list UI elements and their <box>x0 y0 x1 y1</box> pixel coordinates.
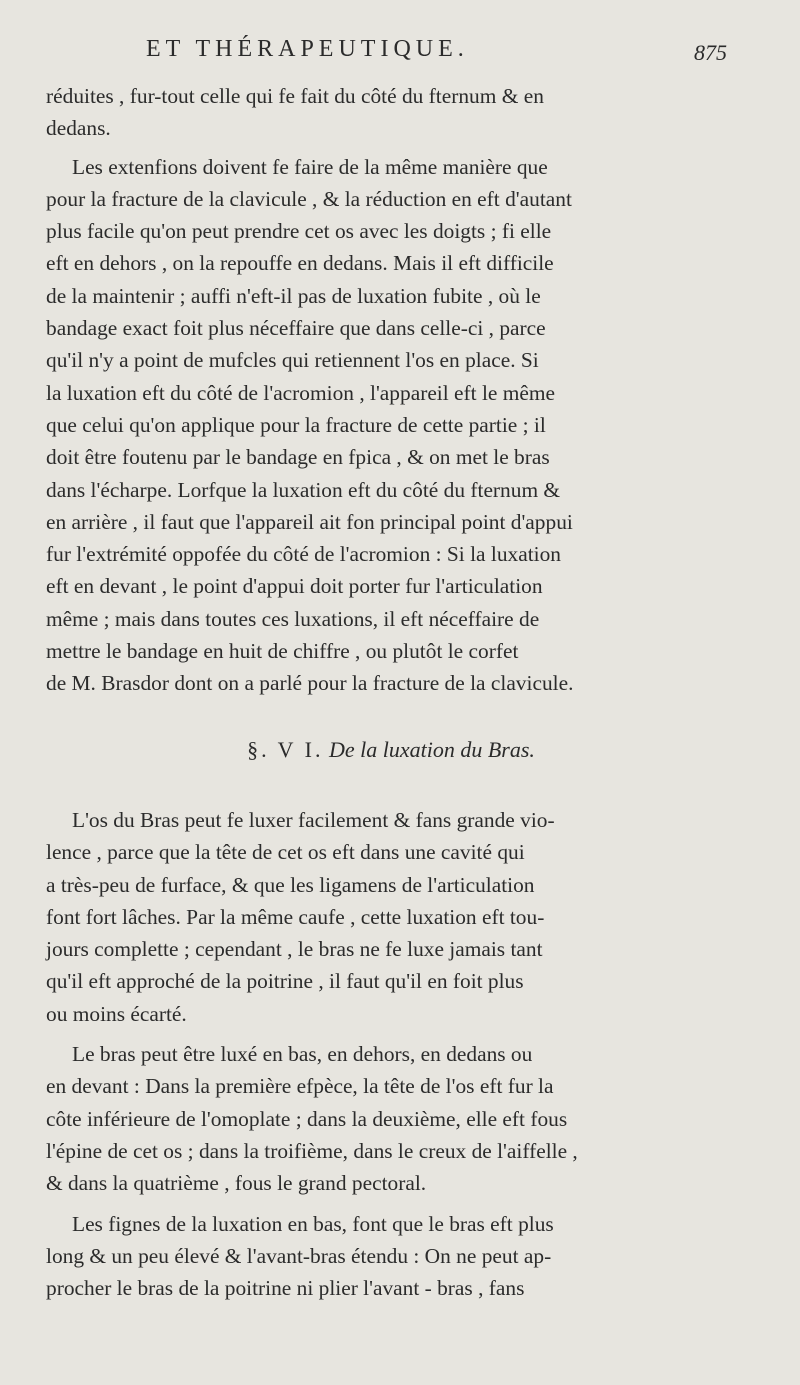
text-line: L'os du Bras peut fe luxer facilement & fans grande vio- <box>72 807 555 832</box>
text-line: de la maintenir ; auffi n'eft-il pas de luxation fubite , où le <box>46 283 541 308</box>
text-line: bandage exact foit plus néceffaire que dans celle-ci , parce <box>46 316 546 341</box>
text-line: jours complette ; cependant , le bras ne fe luxe jamais tant <box>46 937 543 962</box>
text-line: côte inférieure de l'omoplate ; dans la deuxième, elle eft fous <box>46 1106 568 1131</box>
text-line: & dans la quatrième , fous le grand pectoral. <box>46 1171 427 1196</box>
text-line: procher le bras de la poitrine ni plier l'avant - bras , fans <box>46 1276 525 1301</box>
text-line: doit être foutenu par le bandage en fpica , & on met le bras <box>46 445 550 470</box>
paragraph-2 <box>46 151 736 700</box>
text-line: qu'il eft approché de la poitrine , il faut qu'il en foit plus <box>46 969 524 994</box>
text-line: Le bras peut être luxé en bas, en dehors, en dedans ou <box>72 1042 533 1067</box>
text-line: dans l'écharpe. Lorfque la luxation eft du côté du fternum & <box>46 477 561 502</box>
text-line: Les fignes de la luxation en bas, font que le bras eft plus <box>72 1211 554 1236</box>
text-line: que celui qu'on applique pour la fracture de cette partie ; il <box>46 412 546 437</box>
text-line: l'épine de cet os ; dans la troifième, dans le creux de l'aiffelle , <box>46 1138 578 1163</box>
section-number: §. V I. <box>247 736 324 762</box>
page-number: 875 <box>694 40 727 65</box>
text-line: eft en dehors , on la repouffe en dedans. Mais il eft difficile <box>46 251 554 276</box>
text-line: long & un peu élevé & l'avant-bras étendu : On ne peut ap- <box>46 1243 552 1268</box>
text-line: Les extenfions doivent fe faire de la même manière que <box>72 154 548 179</box>
body-text <box>46 80 736 1304</box>
text-line: réduites , fur-tout celle qui fe fait du côté du fternum & en <box>46 84 544 108</box>
text-line: de M. Brasdor dont on a parlé pour la fracture de la clavicule. <box>46 671 574 696</box>
text-line: dedans. <box>46 116 111 141</box>
paragraph-4 <box>46 804 736 1030</box>
text-line: lence , parce que la tête de cet os eft dans une cavité qui <box>46 840 525 865</box>
text-line: fur l'extrémité oppofée du côté de l'acromion : Si la luxation <box>46 542 561 567</box>
text-line: qu'il n'y a point de mufcles qui retiennent l'os en place. Si <box>46 348 539 373</box>
text-line: plus facile qu'on peut prendre cet os avec les doigts ; fi elle <box>46 219 552 244</box>
text-line: a très-peu de furface, & que les ligamens de l'articulation <box>46 872 535 897</box>
text-line: en arrière , il faut que l'appareil ait fon principal point d'appui <box>46 509 573 534</box>
text-line: ou moins écarté. <box>46 1001 187 1026</box>
text-line: pour la fracture de la clavicule , & la réduction en eft d'autant <box>46 186 572 211</box>
running-head: ET THÉRAPEUTIQUE. <box>146 36 469 62</box>
text-line: même ; mais dans toutes ces luxations, il eft néceffaire de <box>46 606 540 631</box>
section-heading <box>46 734 736 766</box>
text-line: font fort lâches. Par la même caufe , cette luxation eft tou- <box>46 904 545 929</box>
text-line: la luxation eft du côté de l'acromion , l'appareil eft le même <box>46 380 555 405</box>
text-line: mettre le bandage en huit de chiffre , ou plutôt le corfet <box>46 639 519 664</box>
section-title: De la luxation du Bras. <box>328 736 535 762</box>
text-line: eft en devant , le point d'appui doit porter fur l'articulation <box>46 574 543 599</box>
paragraph-5 <box>46 1038 736 1199</box>
page-header <box>0 36 800 80</box>
text-line: en devant : Dans la première efpèce, la tête de l'os eft fur la <box>46 1074 554 1099</box>
paragraph-6 <box>46 1208 736 1305</box>
paragraph-1 <box>46 80 736 145</box>
